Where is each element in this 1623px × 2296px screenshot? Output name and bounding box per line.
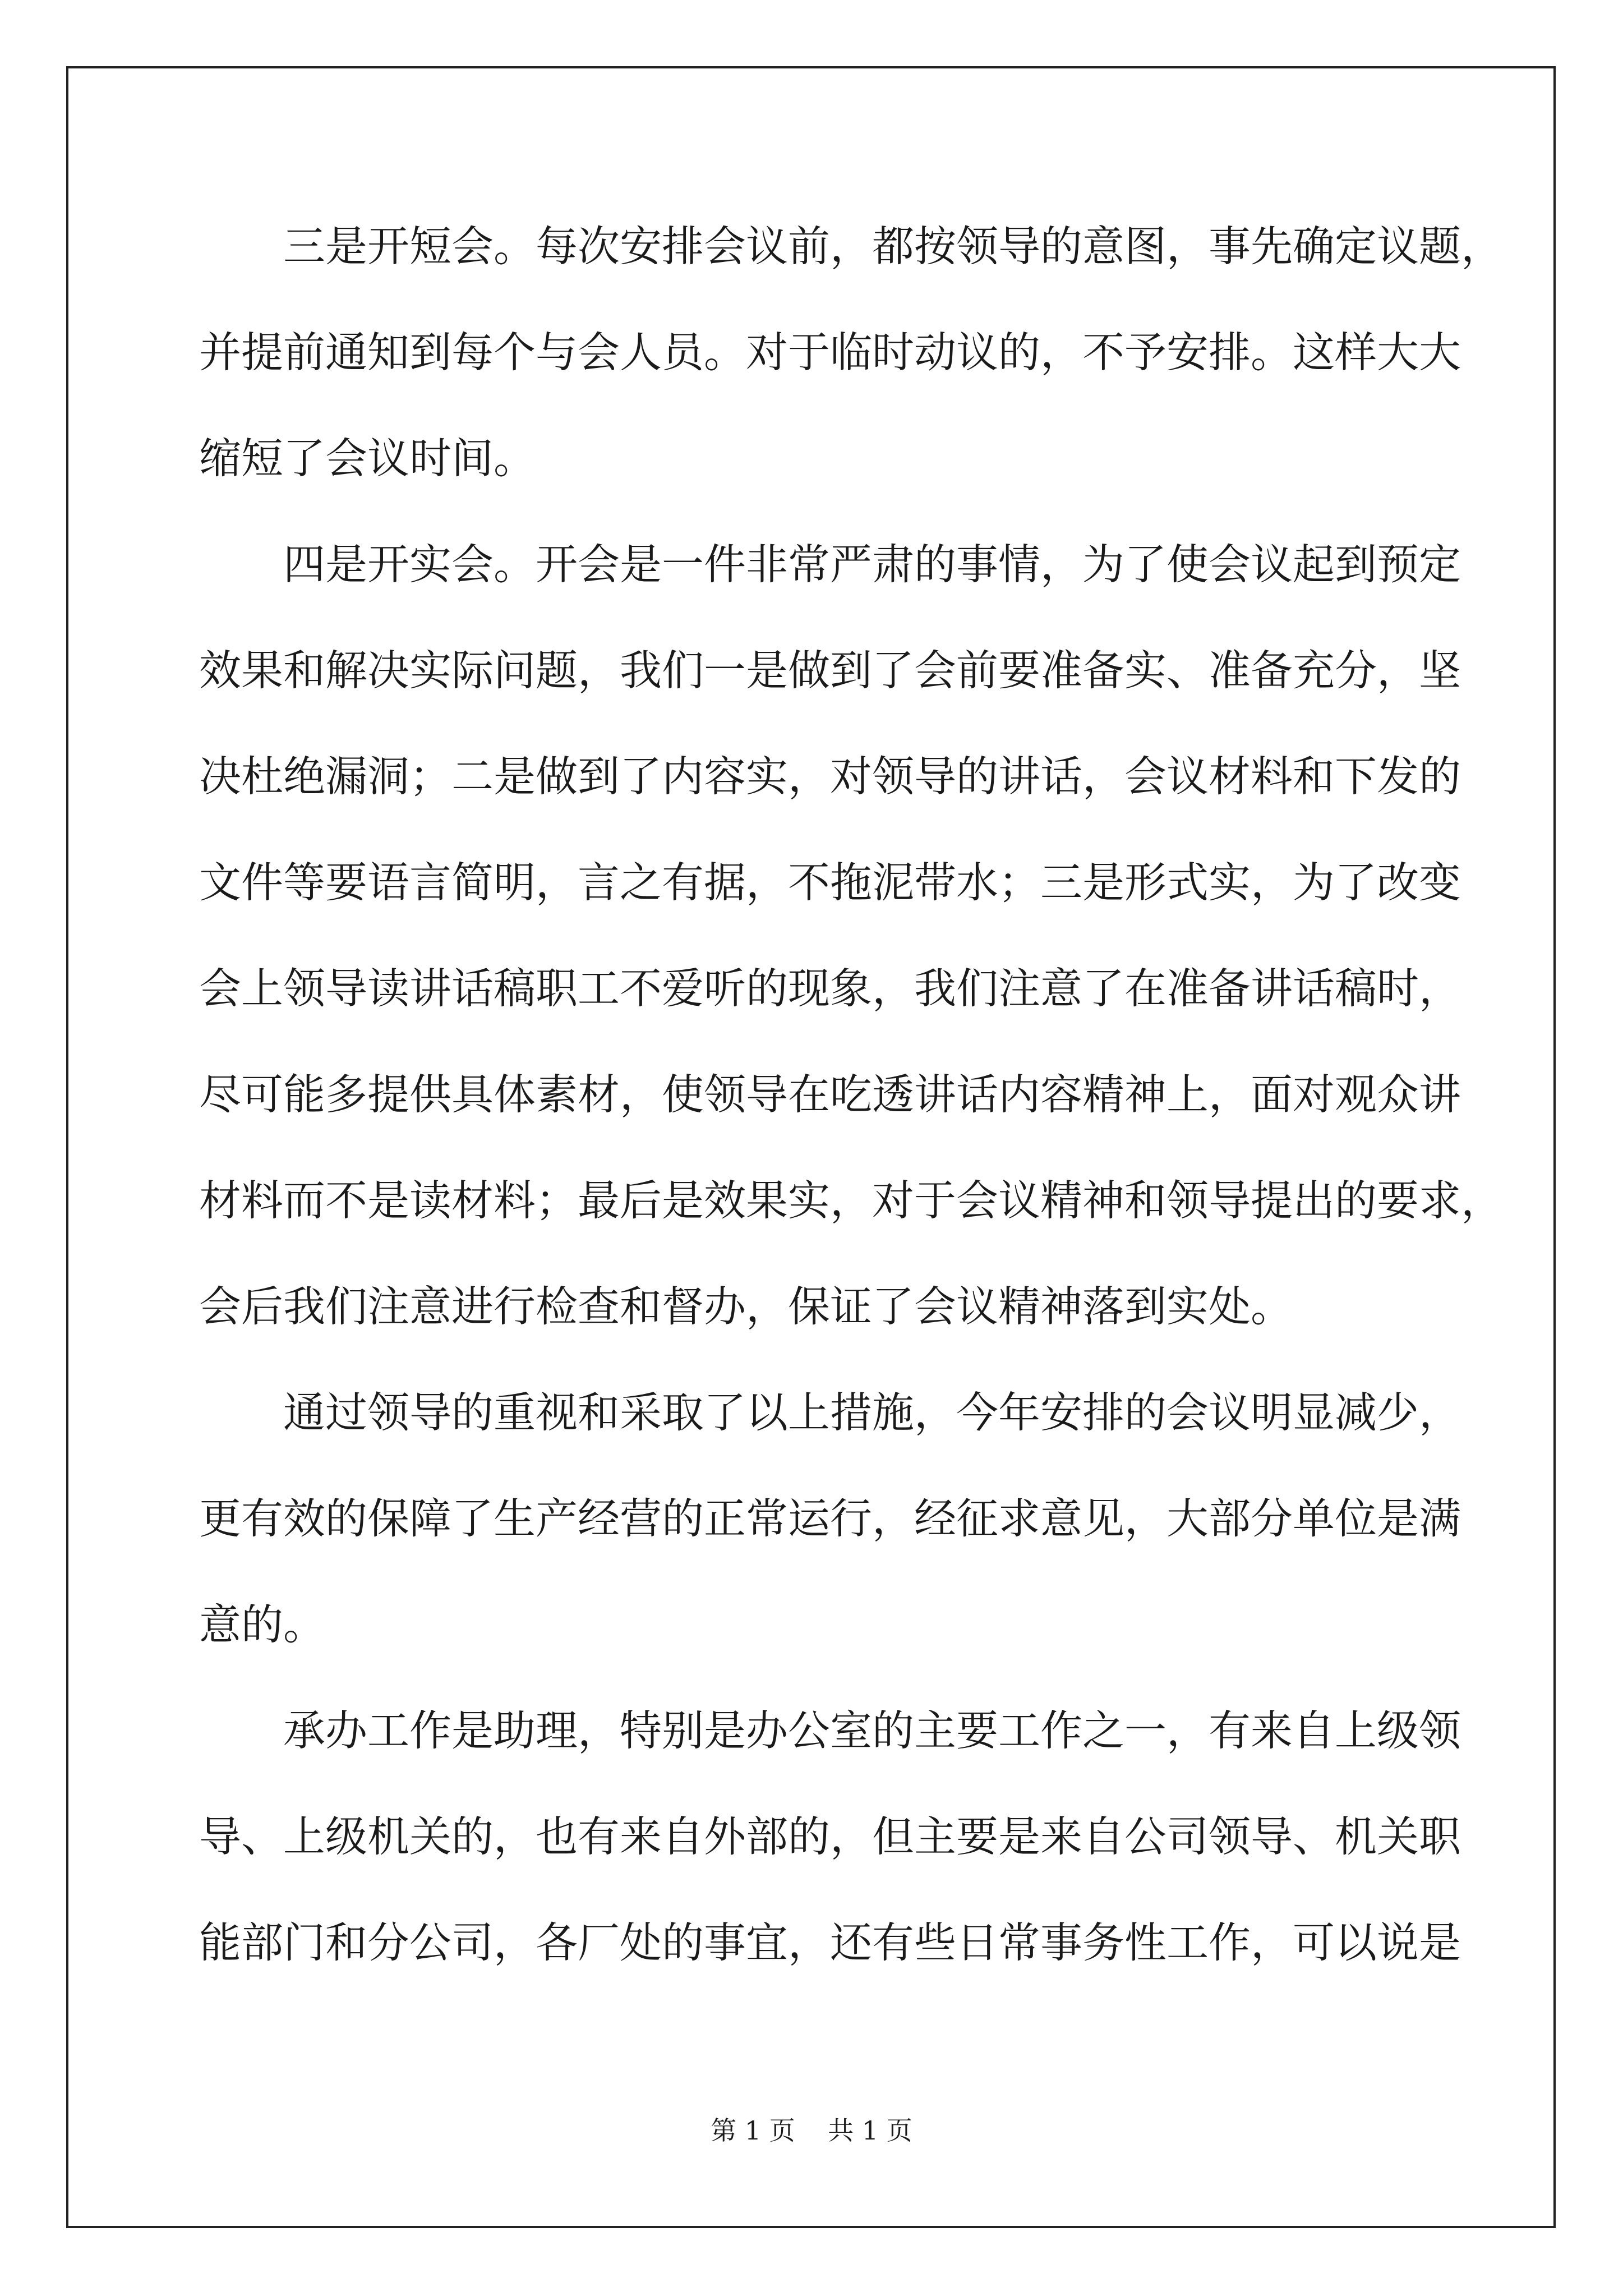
text-line: 会上领导读讲话稿职工不爱听的现象，我们注意了在准备讲话稿时， — [199, 964, 1461, 1013]
document-body — [199, 194, 1504, 1996]
text-line: 能部门和分公司，各厂处的事宜，还有些日常事务性工作，可以说是 — [199, 1918, 1461, 1967]
text-line: 缩短了会议时间。 — [199, 434, 536, 483]
paragraph-short-meetings — [199, 194, 1504, 512]
text-line: 更有效的保障了生产经营的正常运行，经征求意见，大部分单位是满 — [199, 1494, 1461, 1543]
text-line: 材料而不是读材料；最后是效果实，对于会议精神和领导提出的要求， — [199, 1176, 1504, 1225]
paragraph-practical-meetings — [199, 512, 1504, 1360]
text-line: 并提前通知到每个与会人员。对于临时动议的，不予安排。这样大大 — [199, 328, 1461, 377]
text-line: 三是开短会。每次安排会议前，都按领导的意图，事先确定议题， — [283, 222, 1504, 271]
text-line: 意的。 — [199, 1600, 326, 1649]
page-footer: 第 1 页 共 1 页 — [711, 2115, 912, 2146]
text-line: 会后我们注意进行检查和督办，保证了会议精神落到实处。 — [199, 1282, 1293, 1331]
text-line: 通过领导的重视和采取了以上措施，今年安排的会议明显减少， — [283, 1388, 1461, 1437]
text-line: 决杜绝漏洞；二是做到了内容实，对领导的讲话，会议材料和下发的 — [199, 752, 1461, 801]
text-line: 文件等要语言简明，言之有据，不拖泥带水；三是形式实，为了改变 — [199, 858, 1461, 907]
text-line: 尽可能多提供具体素材，使领导在吃透讲话内容精神上，面对观众讲 — [199, 1070, 1461, 1119]
paragraph-results — [199, 1360, 1461, 1678]
text-line: 效果和解决实际问题，我们一是做到了会前要准备实、准备充分，坚 — [199, 646, 1461, 695]
text-line: 承办工作是助理，特别是办公室的主要工作之一，有来自上级领 — [283, 1706, 1461, 1755]
text-line: 导、上级机关的，也有来自外部的，但主要是来自公司领导、机关职 — [199, 1812, 1461, 1861]
text-line: 四是开实会。开会是一件非常严肃的事情，为了使会议起到预定 — [283, 540, 1461, 589]
paragraph-undertaking-work — [199, 1678, 1461, 1996]
